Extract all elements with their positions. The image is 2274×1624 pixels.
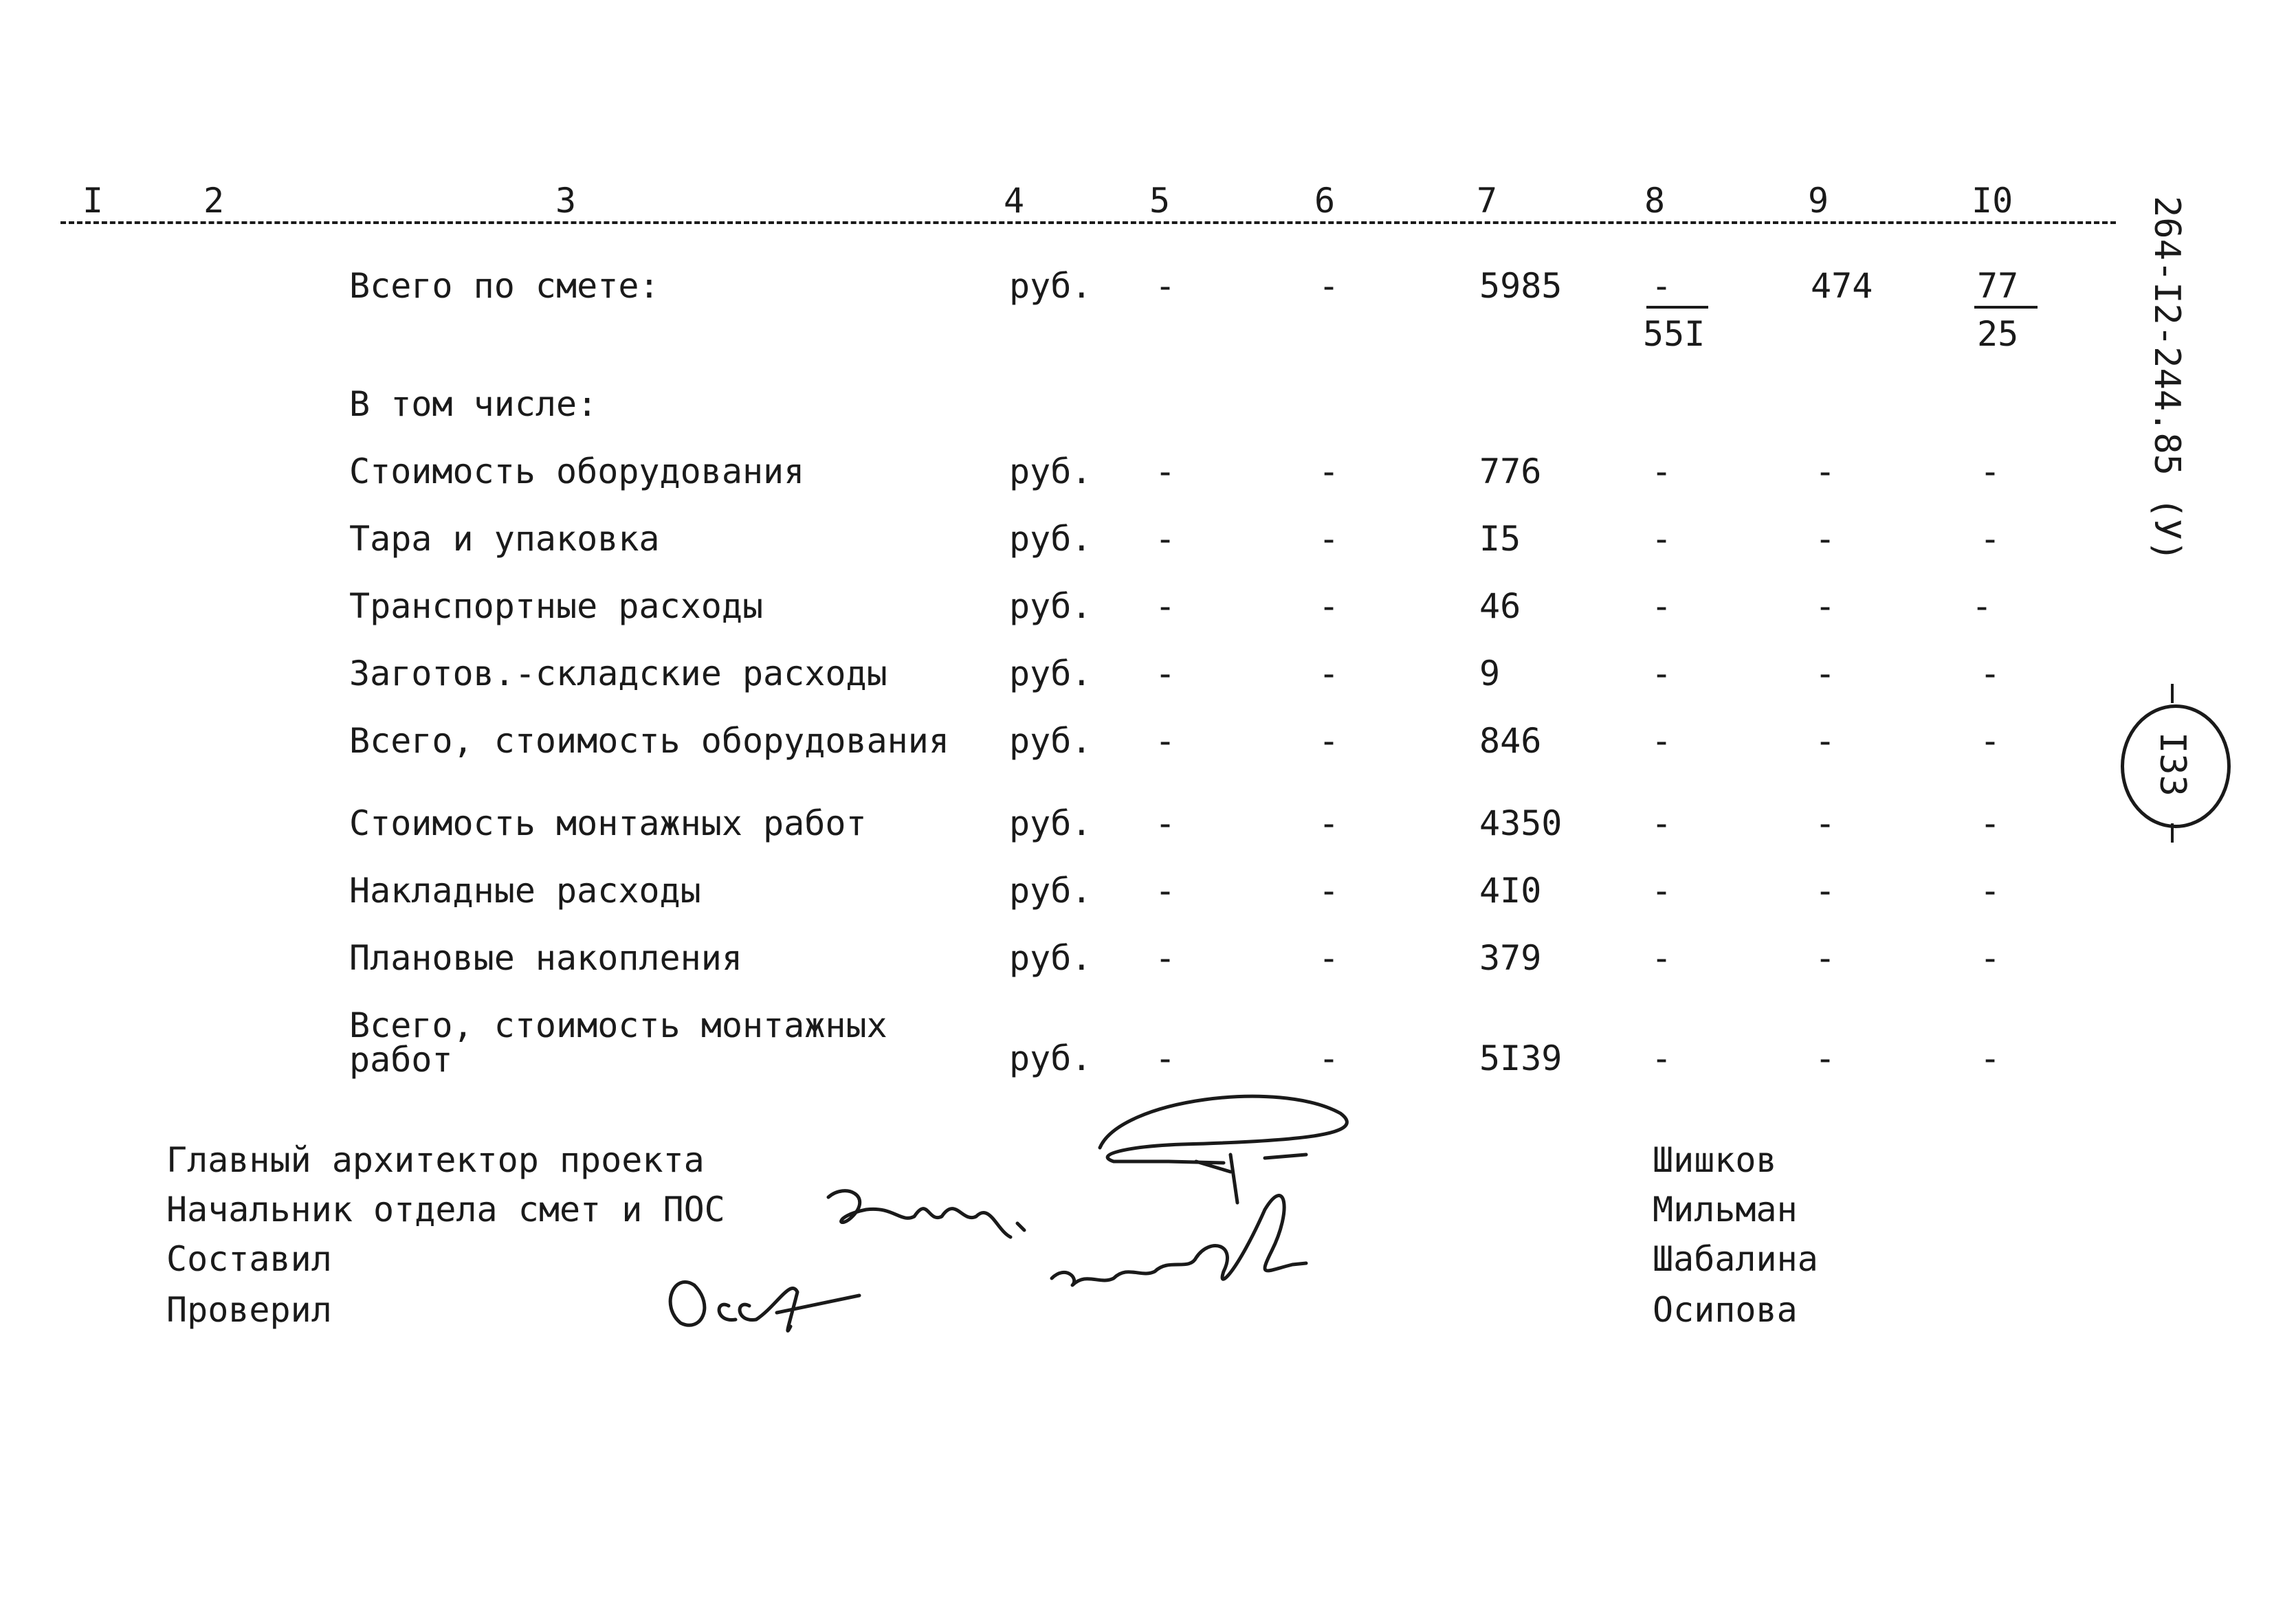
cell-7: 379 xyxy=(1479,938,1542,978)
row-unit: руб. xyxy=(1009,586,1092,626)
cell-10-numerator: 77 xyxy=(1977,266,2019,306)
cell-5: - xyxy=(1155,871,1176,911)
cell-7: 776 xyxy=(1479,452,1542,491)
signature-role: Главный архитектор проекта xyxy=(166,1140,705,1180)
signature-role: Проверил xyxy=(166,1290,332,1330)
row-label: В том числе: xyxy=(349,384,598,424)
col-header-8: 8 xyxy=(1644,181,1666,221)
cell-5: - xyxy=(1155,654,1176,693)
cell-8: - xyxy=(1651,452,1673,491)
cell-8: - xyxy=(1651,721,1673,761)
signature-name: Шишков xyxy=(1653,1140,1777,1180)
col-header-5: 5 xyxy=(1149,181,1171,221)
cell-5: - xyxy=(1155,1038,1176,1078)
row-label-line-2: работ xyxy=(349,1040,453,1080)
row-unit: руб. xyxy=(1009,938,1092,978)
cell-8: - xyxy=(1651,654,1673,693)
cell-9: - xyxy=(1815,654,1836,693)
cell-5: - xyxy=(1155,721,1176,761)
cell-5: - xyxy=(1155,938,1176,978)
cell-8-denominator: 55I xyxy=(1643,314,1706,354)
cell-10: - xyxy=(1980,519,2001,559)
cell-7: I5 xyxy=(1479,519,1521,559)
cell-6: - xyxy=(1318,803,1340,843)
cell-10: - xyxy=(1980,803,2001,843)
cell-8: - xyxy=(1651,1038,1673,1078)
col-header-9: 9 xyxy=(1808,181,1829,221)
row-unit: руб. xyxy=(1009,871,1092,911)
row-label: Заготов.-складские расходы xyxy=(349,654,887,693)
cell-8: - xyxy=(1651,519,1673,559)
cell-10: - xyxy=(1980,938,2001,978)
cell-7: 46 xyxy=(1479,586,1521,626)
page-number-tick-bottom xyxy=(2171,823,2174,843)
cell-9: - xyxy=(1815,938,1836,978)
col-header-10: I0 xyxy=(1972,181,2013,221)
cell-9: - xyxy=(1815,803,1836,843)
cell-9: - xyxy=(1815,721,1836,761)
cell-7: 846 xyxy=(1479,721,1542,761)
cell-8: - xyxy=(1651,803,1673,843)
cell-6: - xyxy=(1318,1038,1340,1078)
row-unit: руб. xyxy=(1009,1038,1092,1078)
row-label: Плановые накопления xyxy=(349,938,742,978)
cell-7: 4350 xyxy=(1479,803,1563,843)
signature-name: Мильман xyxy=(1653,1190,1798,1230)
row-label-line-1: Всего, стоимость монтажных xyxy=(349,1005,887,1045)
cell-10: - xyxy=(1980,1038,2001,1078)
row-unit: руб. xyxy=(1009,266,1092,306)
signature-name: Осипова xyxy=(1653,1290,1798,1330)
cell-5: - xyxy=(1155,803,1176,843)
cell-6: - xyxy=(1318,721,1340,761)
cell-9: - xyxy=(1815,1038,1836,1078)
cell-9: - xyxy=(1815,519,1836,559)
col-header-2: 2 xyxy=(203,181,225,221)
col-header-6: 6 xyxy=(1314,181,1336,221)
col-header-7: 7 xyxy=(1477,181,1498,221)
cell-6: - xyxy=(1318,266,1340,306)
row-label: Всего по смете: xyxy=(349,266,660,306)
cell-8: - xyxy=(1651,938,1673,978)
row-unit: руб. xyxy=(1009,721,1092,761)
cell-8: - xyxy=(1651,586,1673,626)
row-label: Стоимость оборудования xyxy=(349,452,805,491)
cell-10: - xyxy=(1980,654,2001,693)
cell-7: 4I0 xyxy=(1479,871,1542,911)
row-unit: руб. xyxy=(1009,654,1092,693)
row-unit: руб. xyxy=(1009,519,1092,559)
cell-10: - xyxy=(1972,586,1993,626)
cell-8-numerator: - xyxy=(1651,266,1673,306)
signature-name: Шабалина xyxy=(1653,1239,1818,1279)
cell-9: 474 xyxy=(1811,266,1873,306)
cell-10: - xyxy=(1980,871,2001,911)
cell-9: - xyxy=(1815,871,1836,911)
cell-5: - xyxy=(1155,586,1176,626)
row-label: Всего, стоимость оборудования xyxy=(349,721,949,761)
cell-6: - xyxy=(1318,654,1340,693)
signature-role: Начальник отдела смет и ПОС xyxy=(166,1190,725,1230)
cell-6: - xyxy=(1318,519,1340,559)
cell-9: - xyxy=(1815,452,1836,491)
page-number: I33 xyxy=(2152,732,2193,797)
cell-6: - xyxy=(1318,938,1340,978)
document-code: 264-I2-244.85 (У) xyxy=(2146,196,2187,562)
row-label: Стоимость монтажных работ xyxy=(349,803,867,843)
row-label: Тара и упаковка xyxy=(349,519,660,559)
cell-6: - xyxy=(1318,452,1340,491)
cell-7: 5I39 xyxy=(1479,1038,1563,1078)
cell-6: - xyxy=(1318,871,1340,911)
cell-10: - xyxy=(1980,721,2001,761)
row-unit: руб. xyxy=(1009,452,1092,491)
cell-5: - xyxy=(1155,452,1176,491)
cell-10: - xyxy=(1980,452,2001,491)
cell-8: - xyxy=(1651,871,1673,911)
row-label: Транспортные расходы xyxy=(349,586,764,626)
cell-10-denominator: 25 xyxy=(1977,314,2019,354)
col-header-3: 3 xyxy=(555,181,577,221)
row-label: Накладные расходы xyxy=(349,871,701,911)
cell-7: 5985 xyxy=(1479,266,1563,306)
cell-7: 9 xyxy=(1479,654,1501,693)
page-number-tick-top xyxy=(2171,684,2174,703)
cell-9: - xyxy=(1815,586,1836,626)
cell-6: - xyxy=(1318,586,1340,626)
col-header-4: 4 xyxy=(1004,181,1025,221)
signature-role: Составил xyxy=(166,1239,332,1279)
col-header-1: I xyxy=(82,181,104,221)
cell-5: - xyxy=(1155,519,1176,559)
cell-5: - xyxy=(1155,266,1176,306)
row-unit: руб. xyxy=(1009,803,1092,843)
